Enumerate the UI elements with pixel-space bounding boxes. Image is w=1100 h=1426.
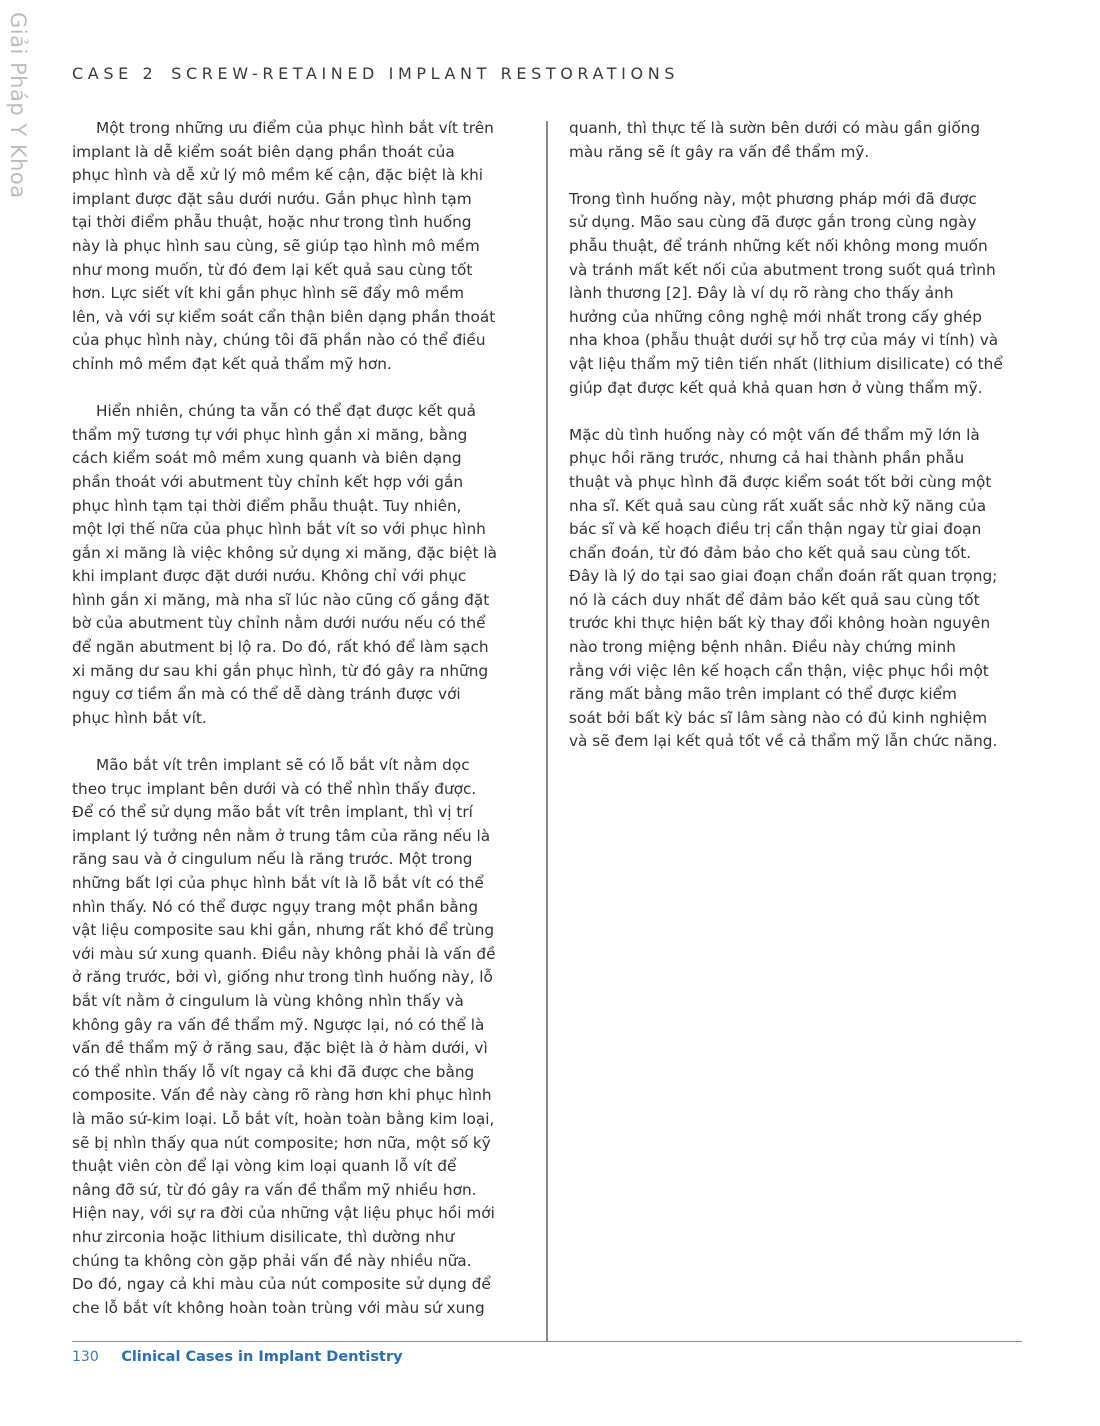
header-title: SCREW-RETAINED IMPLANT RESTORATIONS <box>171 64 680 83</box>
text-line: tại thời điểm phẫu thuật, hoặc như trong tình huống <box>72 213 472 232</box>
text-line: để ngăn abutment bị lộ ra. Do đó, rất khó để làm sạch <box>72 638 489 657</box>
text-line: những bất lợi của phục hình bắt vít là lỗ bắt vít có thể <box>72 874 484 892</box>
text-line: răng sau và ở cingulum nếu là răng trước. Một trong <box>72 850 473 869</box>
text-line: cách kiểm soát mô mềm xung quanh và biên dạng <box>72 449 462 468</box>
text-line: sử dụng. Mão sau cùng đã được gắn trong cùng ngày <box>569 213 977 232</box>
watermark-text: Giải Pháp Y Khoa <box>6 12 30 199</box>
text-line: xi măng dư sau khi gắn phục hình, từ đó gây ra những <box>72 661 489 680</box>
text-line: thẩm mỹ tương tự với phục hình gắn xi măng, bằng <box>72 425 468 444</box>
text-line: chúng ta không còn gặp phải vấn đề này nhiều nữa. <box>72 1251 472 1270</box>
text-line: không gây ra vấn đề thẩm mỹ. Ngược lại, nó có thể là <box>72 1015 485 1034</box>
text-line: là mão sứ-kim loại. Lỗ bắt vít, hoàn toàn bằng kim loại, <box>72 1109 495 1128</box>
text-line: của phục hình này, chúng tôi đã phần nào có thể điều <box>72 331 486 350</box>
text-line: vấn đề thẩm mỹ ở răng sau, đặc biệt là ở hàm dưới, vì <box>72 1039 488 1058</box>
text-line: thuật viên còn để lại vòng kim loại quanh lỗ vít để <box>72 1157 457 1176</box>
right-column <box>569 117 1029 778</box>
paragraph <box>569 188 1029 400</box>
paragraph <box>569 424 1029 754</box>
text-line: hưởng của những công nghệ mới nhất trong cấy ghép <box>569 307 982 326</box>
text-line: chẩn đoán, từ đó đảm bảo cho kết quả sau cùng tốt. <box>569 543 972 562</box>
paragraph <box>72 117 534 377</box>
column-divider <box>546 121 548 1341</box>
text-line: và tránh mất kết nối của abutment trong suốt quá trình <box>569 260 996 279</box>
text-line: nâng đỡ sứ, từ đó gây ra vấn đề thẩm mỹ nhiều hơn. <box>72 1180 477 1199</box>
text-line: một lợi thế nữa của phục hình bắt vít so với phục hình <box>72 520 486 539</box>
text-line: quanh, thì thực tế là sườn bên dưới có màu gần giống <box>569 119 981 137</box>
paragraph <box>569 117 1029 164</box>
paragraph <box>72 400 534 730</box>
text-line: nguy cơ tiềm ẩn mà có thể dễ dàng tránh được với <box>72 685 461 704</box>
text-line: màu răng sẽ ít gây ra vấn đề thẩm mỹ. <box>569 142 870 161</box>
text-line: như mong muốn, từ đó đem lại kết quả sau cùng tốt <box>72 260 473 279</box>
text-line: lên, và với sự kiểm soát cẩn thận biên dạng phần thoát <box>72 307 496 326</box>
text-line: nhìn thấy. Nó có thể được ngụy trang một phần bằng <box>72 897 479 916</box>
text-line: phục hình tạm tại thời điểm phẫu thuật. Tuy nhiên, <box>72 496 462 515</box>
text-line: bờ của abutment tùy chỉnh nằm dưới nướu nếu có thể <box>72 614 486 633</box>
text-line: bác sĩ và kế hoạch điều trị cẩn thận ngay từ giai đoạn <box>569 520 982 539</box>
text-line: bắt vít nằm ở cingulum là vùng không nhìn thấy và <box>72 991 464 1010</box>
text-line: che lỗ bắt vít không hoàn toàn trùng với màu sứ xung <box>72 1298 485 1317</box>
text-line: khi implant được đặt dưới nướu. Không chỉ với phục <box>72 567 467 586</box>
text-line: gắn xi măng là việc không sử dụng xi măng, đặc biệt là <box>72 543 497 562</box>
text-line: răng mất bằng mão trên implant có thể được kiểm <box>569 685 957 704</box>
text-line: phẫu thuật, để tránh những kết nối không mong muốn <box>569 236 988 255</box>
text-line: nha khoa (phẫu thuật dưới sự hỗ trợ của máy vi tính) và <box>569 331 999 350</box>
text-line: Mặc dù tình huống này có một vấn đề thẩm mỹ lớn là <box>569 425 980 444</box>
text-line: Đây là lý do tại sao giai đoạn chẩn đoán rất quan trọng; <box>569 567 998 586</box>
text-line: composite. Vấn đề này càng rõ ràng hơn khi phục hình <box>72 1086 492 1105</box>
text-line: Hiển nhiên, chúng ta vẫn có thể đạt được kết quả <box>96 402 476 421</box>
text-line: phục hình và dễ xử lý mô mềm kế cận, đặc biệt là khi <box>72 166 484 185</box>
text-line: phần thoát với abutment tùy chỉnh kết hợp với gắn <box>72 472 464 491</box>
book-title: Clinical Cases in Implant Dentistry <box>121 1349 403 1365</box>
text-line: như zirconia hoặc lithium disilicate, thì dường như <box>72 1227 455 1246</box>
text-line: phục hồi răng trước, nhưng cả hai thành phần phẫu <box>569 449 965 468</box>
text-line: sẽ bị nhìn thấy qua nút composite; hơn nữa, một số kỹ <box>72 1133 491 1152</box>
text-line: Mão bắt vít trên implant sẽ có lỗ bắt vít nằm dọc <box>96 756 470 775</box>
text-line: ở răng trước, bởi vì, giống như trong tình huống này, lỗ <box>72 968 493 987</box>
left-column <box>72 117 534 1344</box>
header-case: CASE 2 <box>72 64 158 83</box>
page-number: 130 <box>72 1349 99 1365</box>
text-line: nào trong miệng bệnh nhân. Điều này chứng minh <box>569 638 956 657</box>
text-line: Hiện nay, với sự ra đời của những vật liệu phục hồi mới <box>72 1204 495 1223</box>
text-line: implant là dễ kiểm soát biên dạng phần thoát của <box>72 142 455 161</box>
text-line: implant lý tưởng nên nằm ở trung tâm của răng nếu là <box>72 826 491 845</box>
text-line: Để có thể sử dụng mão bắt vít trên implant, thì vị trí <box>72 803 473 822</box>
text-line: và sẽ đem lại kết quả tốt về cả thẩm mỹ lẫn chức năng. <box>569 732 998 751</box>
text-line: với màu sứ xung quanh. Điều này không phải là vấn đề <box>72 944 496 963</box>
text-line: phục hình bắt vít. <box>72 708 207 727</box>
text-line: hình gắn xi măng, mà nha sĩ lúc nào cũng cố gắng đặt <box>72 590 490 609</box>
text-line: thuật và phục hình đã được kiểm soát tốt bởi cùng một <box>569 472 992 491</box>
page-footer <box>72 1349 403 1365</box>
text-line: Trong tình huống này, một phương pháp mới đã được <box>569 189 977 208</box>
text-line: nha sĩ. Kết quả sau cùng rất xuất sắc nhờ kỹ năng của <box>569 496 987 515</box>
text-line: này là phục hình sau cùng, sẽ giúp tạo hình mô mềm <box>72 236 480 255</box>
text-line: soát bởi bất kỳ bác sĩ lâm sàng nào có đủ kinh nghiệm <box>569 708 988 727</box>
text-line: implant được đặt sâu dưới nướu. Gắn phục hình tạm <box>72 189 472 208</box>
text-line: Một trong những ưu điểm của phục hình bắt vít trên <box>96 119 494 137</box>
running-header <box>72 64 679 83</box>
text-line: lành thương [2]. Đây là ví dụ rõ ràng cho thấy ảnh <box>569 284 954 303</box>
text-line: nó là cách duy nhất để đảm bảo kết quả sau cùng tốt <box>569 590 980 609</box>
text-line: Do đó, ngay cả khi màu của nút composite sử dụng để <box>72 1275 491 1294</box>
text-line: trước khi thực hiện bất kỳ thay đổi không hoàn nguyên <box>569 614 991 633</box>
text-line: giúp đạt được kết quả khả quan hơn ở vùng thẩm mỹ. <box>569 378 983 397</box>
text-line: vật liệu composite sau khi gắn, nhưng rất khó để trùng <box>72 921 495 940</box>
text-line: có thể nhìn thấy lỗ vít ngay cả khi đã được che bằng <box>72 1062 475 1081</box>
text-line: vật liệu thẩm mỹ tiên tiến nhất (lithium disilicate) có thể <box>569 354 1003 373</box>
text-line: rằng với việc lên kế hoạch cẩn thận, việc phục hồi một <box>569 661 989 680</box>
text-line: hơn. Lực siết vít khi gắn phục hình sẽ đẩy mô mềm <box>72 284 465 303</box>
text-line: theo trục implant bên dưới và có thể nhìn thấy được. <box>72 779 477 798</box>
footer-rule <box>72 1341 1022 1342</box>
text-line: chỉnh mô mềm đạt kết quả thẩm mỹ hơn. <box>72 354 392 373</box>
paragraph <box>72 754 534 1320</box>
